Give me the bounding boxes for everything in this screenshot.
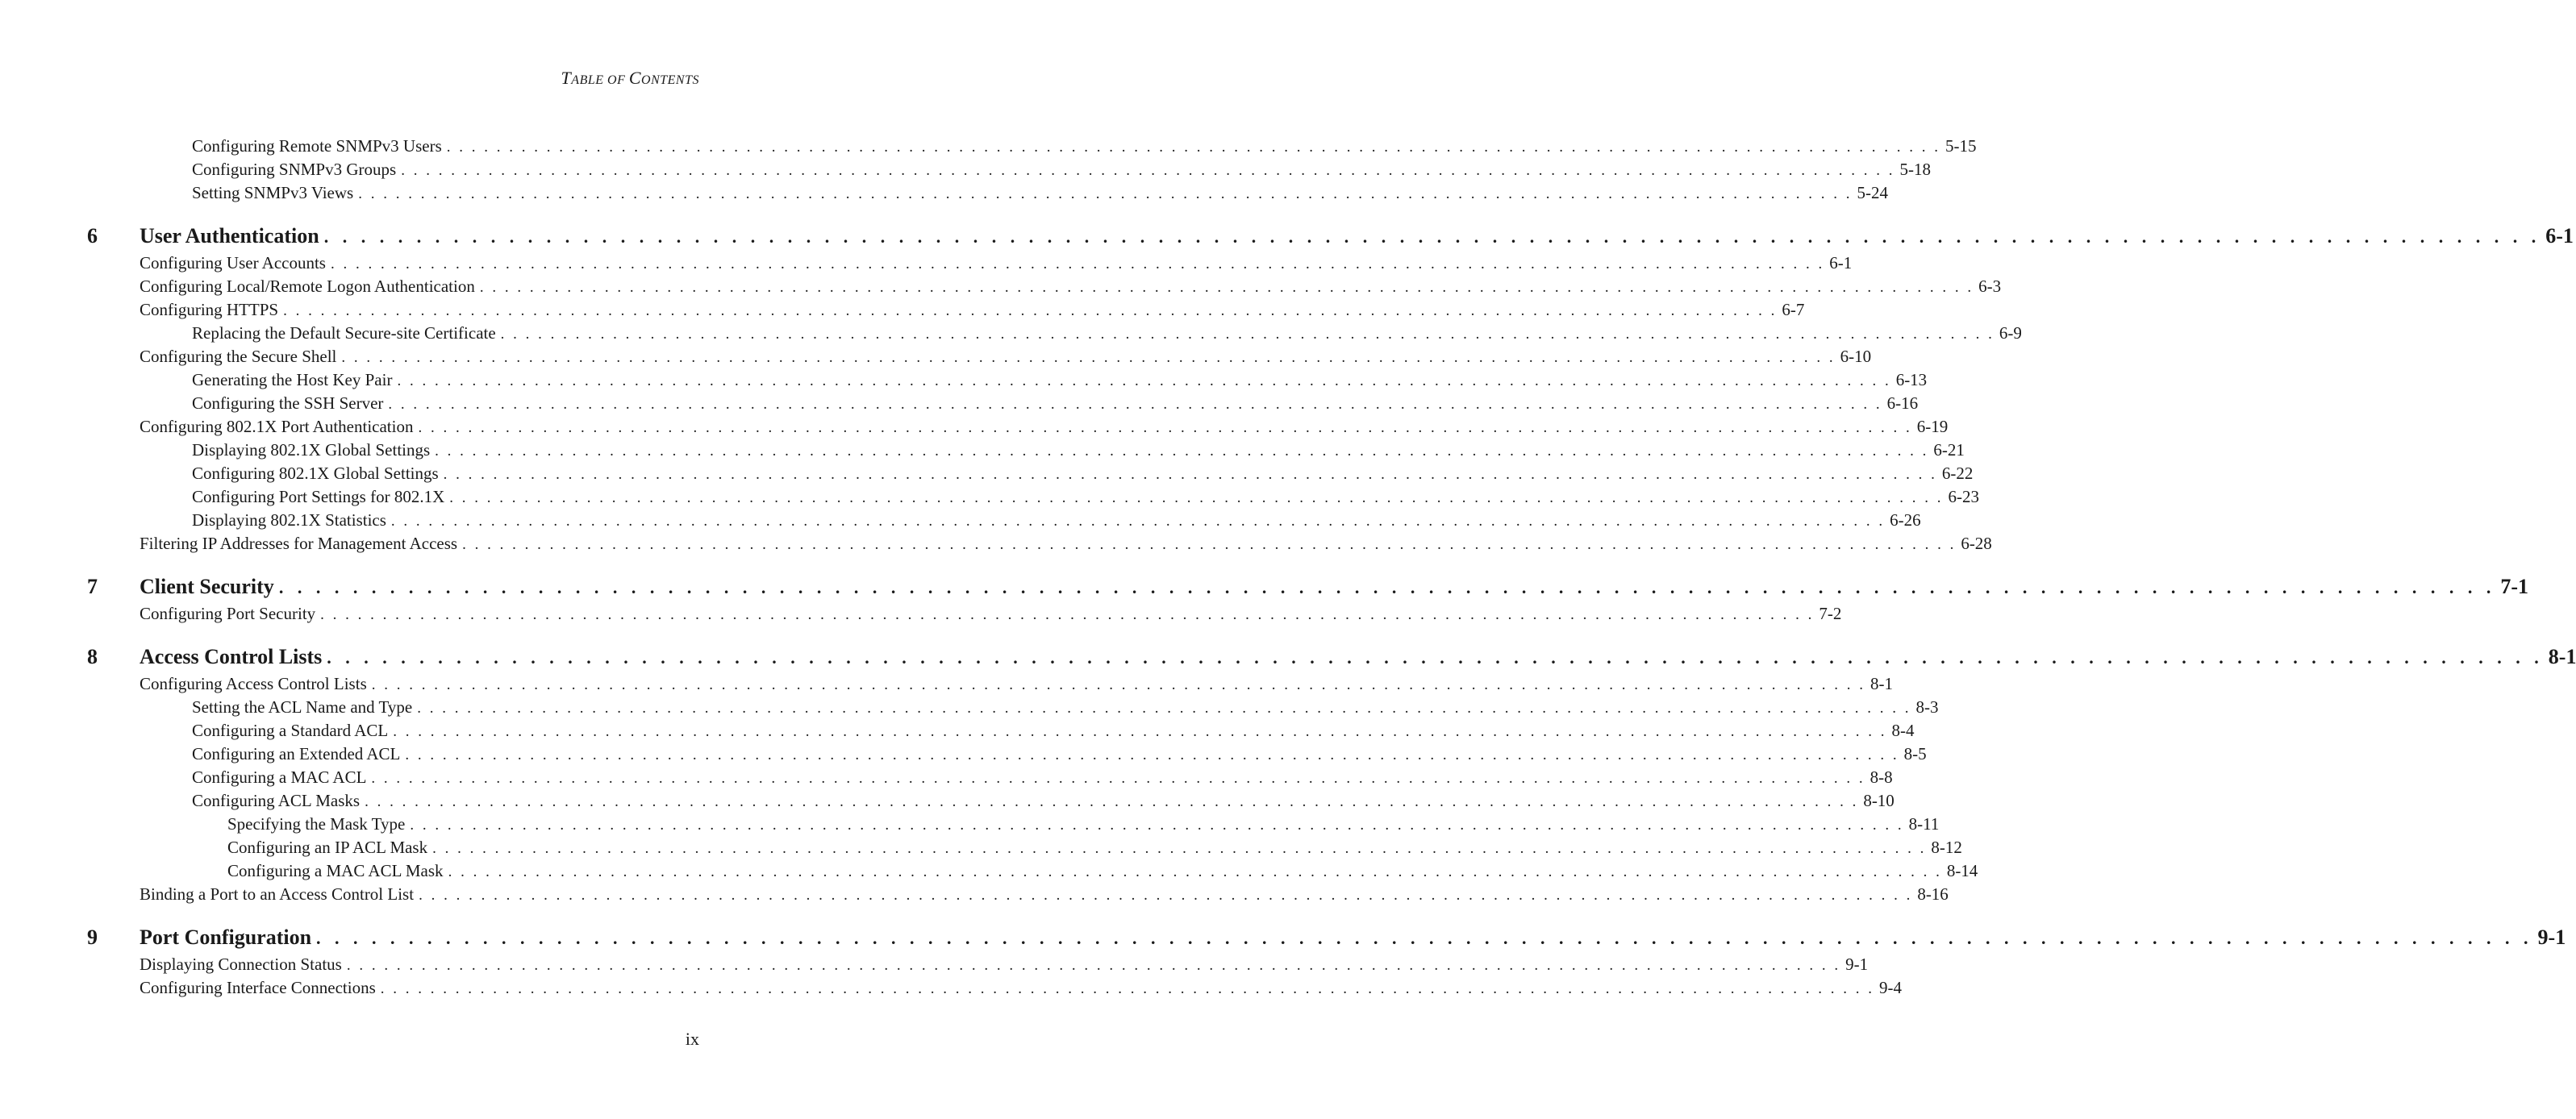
- toc-page-number: 8-14: [1946, 861, 1978, 880]
- toc-entry[interactable]: [0, 837, 1962, 859]
- toc-page-number: 8-1: [1870, 674, 1893, 693]
- toc-title: Client Security: [140, 575, 274, 598]
- dot-leader: . . . . . . . . . . . . . . . . . . . . . . . . . . . . . . . . . . . . . . . . . . . . . . . . . . . . . . . . . . . . . . . . . . . . . . . . . . . . . . . . . . . . . . . . . . . . . . . . . . . . . . . . . . . . . . . . . . . . . . . .: [346, 957, 1841, 974]
- toc-entry[interactable]: [0, 510, 1921, 532]
- dot-leader: . . . . . . . . . . . . . . . . . . . . . . . . . . . . . . . . . . . . . . . . . . . . . . . . . . . . . . . . . . . . . . . . . . . . . . . . . . . . . . . . . . . . . . . . . . . . . . . . . . . . . . . . . . . . . . . . . . . . . . . .: [393, 723, 1887, 740]
- toc-title: User Authentication: [140, 224, 319, 248]
- dot-leader: . . . . . . . . . . . . . . . . . . . . . . . . . . . . . . . . . . . . . . . . . . . . . . . . . . . . . . . . . . . . . . . . . . . . . . . . . . . . . . . . . . . . . . . . . . . . . . . . . . . . . . . . . . . . . . . . . . . . . . . .: [397, 372, 1891, 389]
- toc-entry[interactable]: [0, 276, 2002, 298]
- toc-page-number: 7-1: [2500, 575, 2528, 598]
- toc-page-number: 8-4: [1891, 721, 1915, 740]
- toc-entry[interactable]: [0, 673, 1893, 696]
- toc-title: Displaying 802.1X Global Settings: [192, 440, 431, 460]
- toc-entry[interactable]: [0, 135, 1977, 158]
- toc-title: Configuring Port Settings for 802.1X: [192, 487, 445, 506]
- toc-entry[interactable]: [0, 252, 1853, 275]
- toc-title: Setting the ACL Name and Type: [192, 697, 413, 717]
- dot-leader: . . . . . . . . . . . . . . . . . . . . . . . . . . . . . . . . . . . . . . . . . . . . . . . . . . . . . . . . . . . . . . . . . . . . . . . . . . . . . . . . . . . . . . . . . . . . . . . . . . . . . . . . . . . . . . . . . . . . . . . .: [283, 302, 1778, 319]
- toc-title: Generating the Host Key Pair: [192, 370, 393, 389]
- toc-page-number: 6-23: [1948, 487, 1979, 506]
- toc-entry[interactable]: [0, 767, 1893, 789]
- chapter-number: 6: [87, 224, 98, 248]
- toc-entry[interactable]: [0, 603, 1842, 626]
- toc-entry[interactable]: [0, 533, 1992, 555]
- dot-leader: . . . . . . . . . . . . . . . . . . . . . . . . . . . . . . . . . . . . . . . . . . . . . . . . . . . . . . . . . . . . . . . . . . . . . . . . . . . . . . . . . . . . . . . . . . . . . . . . . . . . . . . . . . . . . . . . . . . . . . . .: [401, 162, 1895, 179]
- toc-page-number: 7-2: [1819, 604, 1842, 623]
- toc-entry[interactable]: [0, 813, 1940, 836]
- toc-page-number: 6-1: [1829, 253, 1853, 272]
- toc-title: Configuring ACL Masks: [192, 791, 361, 810]
- toc-page-number: 9-4: [1879, 978, 1902, 997]
- toc-page-number: 6-3: [1978, 277, 2002, 296]
- dot-leader: . . . . . . . . . . . . . . . . . . . . . . . . . . . . . . . . . . . . . . . . . . . . . . . . . . . . . . . . . . . . . . . . . . . . . . . . . . . . . . . . . . . . . . . . . . . . . . . . . . . . . . . . . . . . . . . . . . . . . . . .: [380, 980, 1874, 997]
- toc-entry[interactable]: [0, 346, 1872, 368]
- toc-page-number: 6-1: [2545, 224, 2574, 248]
- toc-title: Configuring HTTPS: [140, 300, 279, 319]
- toc-entry[interactable]: [0, 182, 1888, 205]
- toc-page-number: 8-12: [1931, 838, 1962, 857]
- toc-title: Setting SNMPv3 Views: [192, 183, 354, 202]
- toc-title: Specifying the Mask Type: [227, 814, 406, 834]
- toc-entry[interactable]: [0, 159, 1931, 181]
- toc-title: Displaying 802.1X Statistics: [192, 510, 386, 530]
- toc-entry[interactable]: [0, 860, 1978, 883]
- toc-entry[interactable]: [0, 977, 1902, 1000]
- running-head-initial-1: T: [561, 68, 572, 88]
- dot-leader: . . . . . . . . . . . . . . . . . . . . . . . . . . . . . . . . . . . . . . . . . . . . . . . . . . . . . . . . . . . . . . . . . . . . . . . . . . . . . . . . . . . . . . . . . . . . . . . . . . . . . . . . . . . . . . . . . . . . . . . .: [449, 489, 1944, 506]
- toc-page-number: 5-15: [1945, 136, 1977, 156]
- toc-page-number: 6-22: [1941, 464, 1974, 483]
- toc-entry[interactable]: [0, 369, 1928, 392]
- dot-leader: . . . . . . . . . . . . . . . . . . . . . . . . . . . . . . . . . . . . . . . . . . . . . . . . . . . . . . . . . . . . . . . . . . . . . . . . . . . . . . . . . . . . . . . . . . . . . . . . . . . . . . . . . . . . . . . . . . . . . . . .: [417, 700, 1911, 717]
- toc-title: Configuring an Extended ACL: [192, 744, 401, 763]
- toc-entry[interactable]: [0, 463, 1974, 485]
- toc-title: Configuring a MAC ACL: [192, 767, 367, 787]
- dot-leader: . . . . . . . . . . . . . . . . . . . . . . . . . . . . . . . . . . . . . . . . . . . . . . . . . . . . . . . . . . . . . . . . . . . . . . . . . . . . . . . . . . . . . . . . . . . . . . . . . . . . . . . . . . . . . . . . . . . . . . . .: [500, 326, 1995, 343]
- toc-title: Configuring 802.1X Global Settings: [192, 464, 439, 483]
- toc-page-number: 6-19: [1916, 417, 1949, 436]
- toc-entry[interactable]: [0, 416, 1949, 439]
- toc-page-number: 6-7: [1782, 300, 1805, 319]
- dot-leader: . . . . . . . . . . . . . . . . . . . . . . . . . . . . . . . . . . . . . . . . . . . . . . . . . . . . . . . . . . . . . . . . . . . . . . . . . . . . . . . . . . . . . . . . . . . . . . . . . . . . . . . . . . . . . . . . . . . . . . . .: [371, 676, 1865, 693]
- chapter-number: 9: [87, 926, 98, 949]
- toc-page-number: 8-16: [1917, 884, 1949, 904]
- toc-page-number: 8-5: [1903, 744, 1927, 763]
- running-head-rest-1: ABLE OF: [571, 73, 629, 87]
- toc-page-number: 5-18: [1899, 160, 1931, 179]
- toc-page-number: 9-1: [1845, 955, 1869, 974]
- toc-page-number: 8-8: [1869, 767, 1893, 787]
- dot-leader: . . . . . . . . . . . . . . . . . . . . . . . . . . . . . . . . . . . . . . . . . . . . . . . . . . . . . . . . . . . . . . . . . . . . . . . . . . . . . . . . . . . . . . . . . . . . . . . . . . . . . . . . . . . . . . . . . . . . . . . .: [446, 139, 1940, 156]
- toc-page-number: 8-3: [1915, 697, 1939, 717]
- toc-title: Binding a Port to an Access Control List: [140, 884, 415, 904]
- toc-title: Configuring a Standard ACL: [192, 721, 389, 740]
- toc-page-number: 6-21: [1933, 440, 1965, 460]
- toc-title: Configuring User Accounts: [140, 253, 326, 272]
- dot-leader: . . . . . . . . . . . . . . . . . . . . . . . . . . . . . . . . . . . . . . . . . . . . . . . . . . . . . . . . . . . . . . . . . . . . . . . . . . . . . . . . . . . . . . . . . . . . . . . . . . . . . . . . . . . . . . . . . . . . . . . .: [316, 928, 2533, 948]
- toc-entry[interactable]: [0, 439, 1965, 462]
- toc-page-number: 8-1: [2548, 645, 2576, 668]
- toc-title: Filtering IP Addresses for Management Access: [140, 534, 458, 553]
- toc-page-number: 6-16: [1886, 393, 1919, 413]
- toc-page-number: 6-26: [1890, 510, 1921, 530]
- dot-leader: . . . . . . . . . . . . . . . . . . . . . . . . . . . . . . . . . . . . . . . . . . . . . . . . . . . . . . . . . . . . . . . . . . . . . . . . . . . . . . . . . . . . . . . . . . . . . . . . . . . . . . . . . . . . . . . . . . . . . . . .: [419, 887, 1913, 904]
- dot-leader: . . . . . . . . . . . . . . . . . . . . . . . . . . . . . . . . . . . . . . . . . . . . . . . . . . . . . . . . . . . . . . . . . . . . . . . . . . . . . . . . . . . . . . . . . . . . . . . . . . . . . . . . . . . . . . . . . . . . . . . .: [327, 647, 2544, 668]
- toc-title: Configuring SNMPv3 Groups: [192, 160, 397, 179]
- toc-title: Configuring Interface Connections: [140, 978, 376, 997]
- toc-entry[interactable]: [0, 697, 1939, 719]
- dot-leader: . . . . . . . . . . . . . . . . . . . . . . . . . . . . . . . . . . . . . . . . . . . . . . . . . . . . . . . . . . . . . . . . . . . . . . . . . . . . . . . . . . . . . . . . . . . . . . . . . . . . . . . . . . . . . . . . . . . . . . . .: [320, 606, 1815, 623]
- dot-leader: . . . . . . . . . . . . . . . . . . . . . . . . . . . . . . . . . . . . . . . . . . . . . . . . . . . . . . . . . . . . . . . . . . . . . . . . . . . . . . . . . . . . . . . . . . . . . . . . . . . . . . . . . . . . . . . . . . . . . . . .: [479, 279, 1974, 296]
- toc-title: Displaying Connection Status: [140, 955, 342, 974]
- toc-chapter[interactable]: [0, 644, 2576, 671]
- chapter-number: 8: [87, 645, 98, 668]
- dot-leader: . . . . . . . . . . . . . . . . . . . . . . . . . . . . . . . . . . . . . . . . . . . . . . . . . . . . . . . . . . . . . . . . . . . . . . . . . . . . . . . . . . . . . . . . . . . . . . . . . . . . . . . . . . . . . . . . . . . . . . . .: [418, 419, 1912, 436]
- toc-title: Configuring an IP ACL Mask: [227, 838, 428, 857]
- dot-leader: . . . . . . . . . . . . . . . . . . . . . . . . . . . . . . . . . . . . . . . . . . . . . . . . . . . . . . . . . . . . . . . . . . . . . . . . . . . . . . . . . . . . . . . . . . . . . . . . . . . . . . . . . . . . . . . . . . . . . . . .: [405, 747, 1899, 763]
- dot-leader: . . . . . . . . . . . . . . . . . . . . . . . . . . . . . . . . . . . . . . . . . . . . . . . . . . . . . . . . . . . . . . . . . . . . . . . . . . . . . . . . . . . . . . . . . . . . . . . . . . . . . . . . . . . . . . . . . . . . . . . .: [330, 256, 1825, 272]
- toc-title: Configuring 802.1X Port Authentication: [140, 417, 414, 436]
- toc-title: Configuring Access Control Lists: [140, 674, 367, 693]
- toc-title: Configuring the SSH Server: [192, 393, 384, 413]
- toc-entry[interactable]: [0, 743, 1927, 766]
- toc-entry[interactable]: [0, 393, 1919, 415]
- toc-entry[interactable]: [0, 720, 1915, 743]
- running-head-rest-2: ONTENTS: [641, 73, 699, 87]
- dot-leader: . . . . . . . . . . . . . . . . . . . . . . . . . . . . . . . . . . . . . . . . . . . . . . . . . . . . . . . . . . . . . . . . . . . . . . . . . . . . . . . . . . . . . . . . . . . . . . . . . . . . . . . . . . . . . . . . . . . . . . . .: [390, 513, 1886, 530]
- toc-page-number: 8-10: [1863, 791, 1894, 810]
- toc-title: Port Configuration: [140, 926, 312, 949]
- toc-title: Configuring a MAC ACL Mask: [227, 861, 444, 880]
- toc-page-number: 6-28: [1961, 534, 1992, 553]
- chapter-number: 7: [87, 575, 98, 598]
- toc-title: Configuring Port Security: [140, 604, 316, 623]
- toc-chapter[interactable]: [0, 223, 2574, 250]
- toc-title: Configuring Remote SNMPv3 Users: [192, 136, 442, 156]
- dot-leader: . . . . . . . . . . . . . . . . . . . . . . . . . . . . . . . . . . . . . . . . . . . . . . . . . . . . . . . . . . . . . . . . . . . . . . . . . . . . . . . . . . . . . . . . . . . . . . . . . . . . . . . . . . . . . . . . . . . . . . . .: [278, 577, 2496, 597]
- dot-leader: . . . . . . . . . . . . . . . . . . . . . . . . . . . . . . . . . . . . . . . . . . . . . . . . . . . . . . . . . . . . . . . . . . . . . . . . . . . . . . . . . . . . . . . . . . . . . . . . . . . . . . . . . . . . . . . . . . . . . . . .: [443, 466, 1937, 483]
- toc-page-number: 6-13: [1895, 370, 1928, 389]
- toc-title: Access Control Lists: [140, 645, 323, 668]
- toc-chapter[interactable]: [0, 574, 2528, 601]
- toc-entry[interactable]: [0, 884, 1949, 906]
- dot-leader: . . . . . . . . . . . . . . . . . . . . . . . . . . . . . . . . . . . . . . . . . . . . . . . . . . . . . . . . . . . . . . . . . . . . . . . . . . . . . . . . . . . . . . . . . . . . . . . . . . . . . . . . . . . . . . . . . . . . . . . .: [448, 863, 1942, 880]
- dot-leader: . . . . . . . . . . . . . . . . . . . . . . . . . . . . . . . . . . . . . . . . . . . . . . . . . . . . . . . . . . . . . . . . . . . . . . . . . . . . . . . . . . . . . . . . . . . . . . . . . . . . . . . . . . . . . . . . . . . . . . . .: [323, 227, 2541, 247]
- dot-leader: . . . . . . . . . . . . . . . . . . . . . . . . . . . . . . . . . . . . . . . . . . . . . . . . . . . . . . . . . . . . . . . . . . . . . . . . . . . . . . . . . . . . . . . . . . . . . . . . . . . . . . . . . . . . . . . . . . . . . . . .: [371, 770, 1865, 787]
- toc-page-number: 9-1: [2537, 926, 2566, 949]
- dot-leader: . . . . . . . . . . . . . . . . . . . . . . . . . . . . . . . . . . . . . . . . . . . . . . . . . . . . . . . . . . . . . . . . . . . . . . . . . . . . . . . . . . . . . . . . . . . . . . . . . . . . . . . . . . . . . . . . . . . . . . . .: [388, 396, 1882, 413]
- toc-entry[interactable]: [0, 486, 1979, 509]
- running-head-initial-2: C: [628, 68, 642, 88]
- toc-title: Configuring Local/Remote Logon Authentication: [140, 277, 475, 296]
- toc-page-number: 6-9: [1999, 323, 2022, 343]
- dot-leader: . . . . . . . . . . . . . . . . . . . . . . . . . . . . . . . . . . . . . . . . . . . . . . . . . . . . . . . . . . . . . . . . . . . . . . . . . . . . . . . . . . . . . . . . . . . . . . . . . . . . . . . . . . . . . . . . . . . . . . . .: [462, 536, 1957, 553]
- dot-leader: . . . . . . . . . . . . . . . . . . . . . . . . . . . . . . . . . . . . . . . . . . . . . . . . . . . . . . . . . . . . . . . . . . . . . . . . . . . . . . . . . . . . . . . . . . . . . . . . . . . . . . . . . . . . . . . . . . . . . . . .: [432, 840, 1927, 857]
- toc-title: Configuring the Secure Shell: [140, 347, 337, 366]
- toc-entry[interactable]: [0, 790, 1894, 813]
- dot-leader: . . . . . . . . . . . . . . . . . . . . . . . . . . . . . . . . . . . . . . . . . . . . . . . . . . . . . . . . . . . . . . . . . . . . . . . . . . . . . . . . . . . . . . . . . . . . . . . . . . . . . . . . . . . . . . . . . . . . . . . .: [435, 443, 1929, 460]
- toc-entry[interactable]: [0, 299, 1805, 322]
- toc-chapter[interactable]: [0, 925, 2566, 951]
- dot-leader: . . . . . . . . . . . . . . . . . . . . . . . . . . . . . . . . . . . . . . . . . . . . . . . . . . . . . . . . . . . . . . . . . . . . . . . . . . . . . . . . . . . . . . . . . . . . . . . . . . . . . . . . . . . . . . . . . . . . . . . .: [341, 349, 1836, 366]
- toc-title: Replacing the Default Secure-site Certificate: [192, 323, 496, 343]
- toc-entry[interactable]: [0, 954, 1869, 976]
- dot-leader: . . . . . . . . . . . . . . . . . . . . . . . . . . . . . . . . . . . . . . . . . . . . . . . . . . . . . . . . . . . . . . . . . . . . . . . . . . . . . . . . . . . . . . . . . . . . . . . . . . . . . . . . . . . . . . . . . . . . . . . .: [410, 817, 1904, 834]
- toc-page-number: 6-10: [1840, 347, 1872, 366]
- dot-leader: . . . . . . . . . . . . . . . . . . . . . . . . . . . . . . . . . . . . . . . . . . . . . . . . . . . . . . . . . . . . . . . . . . . . . . . . . . . . . . . . . . . . . . . . . . . . . . . . . . . . . . . . . . . . . . . . . . . . . . . .: [358, 185, 1853, 202]
- dot-leader: . . . . . . . . . . . . . . . . . . . . . . . . . . . . . . . . . . . . . . . . . . . . . . . . . . . . . . . . . . . . . . . . . . . . . . . . . . . . . . . . . . . . . . . . . . . . . . . . . . . . . . . . . . . . . . . . . . . . . . . .: [365, 793, 1859, 810]
- toc-page-number: 5-24: [1857, 183, 1888, 202]
- page-number: ix: [685, 1029, 699, 1049]
- toc-page-number: 8-11: [1908, 814, 1940, 834]
- toc-entry[interactable]: [0, 322, 2022, 345]
